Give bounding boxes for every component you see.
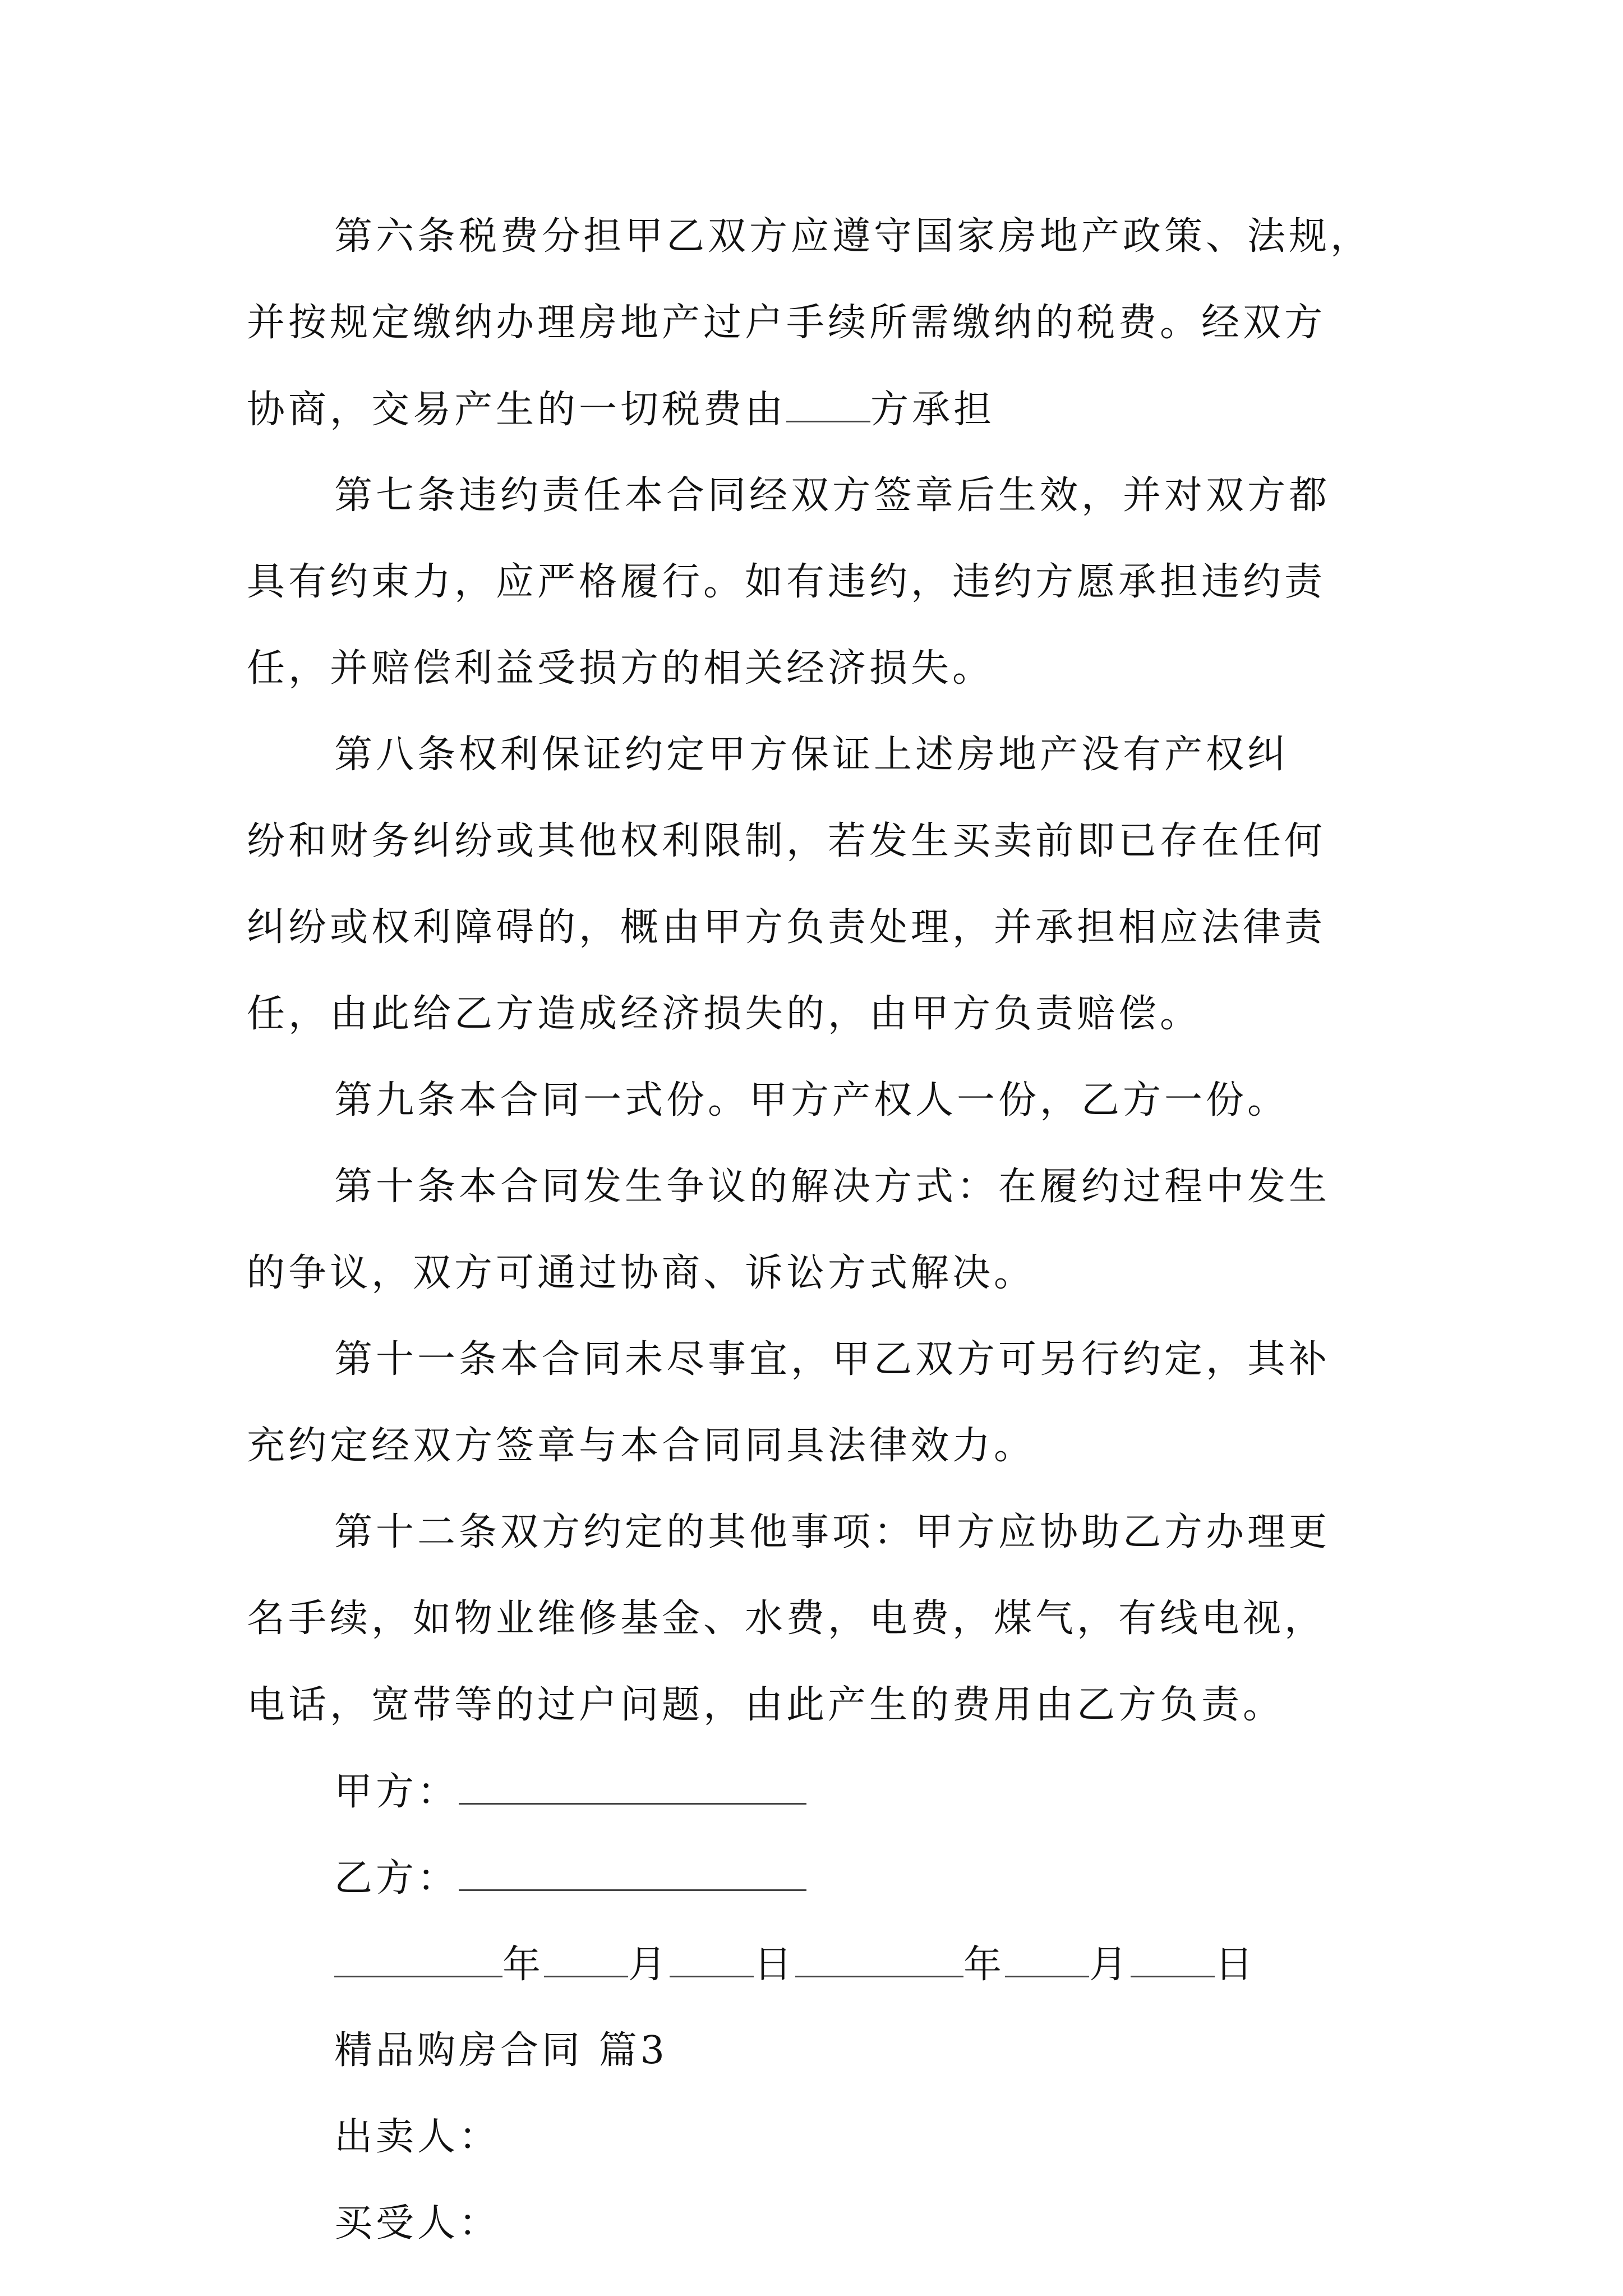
paragraph-line: 协商，交易产生的一切税费由 方承担 <box>247 381 1436 438</box>
paragraph-line: 具有约束力，应严格履行。如有违约，违约方愿承担违约责 <box>247 560 1326 604</box>
paragraph-line: 任，由此给乙方造成经济损失的，由甲方负责赔偿。 <box>247 992 1202 1036</box>
paragraph-line: 纷和财务纠纷或其他权利限制，若发生买卖前即已存在任何 <box>247 819 1326 863</box>
month-label: 月 <box>628 1943 670 1987</box>
day-blank <box>670 1936 754 1977</box>
paragraph-line: 第十一条本合同未尽事宜，甲乙双方可另行约定，其补 <box>334 1337 1331 1382</box>
paragraph-line: 第十条本合同发生争议的解决方式：在履约过程中发生 <box>334 1165 1331 1209</box>
paragraph-line: 第六条税费分担甲乙双方应遵守国家房地产政策、法规， <box>334 214 1372 259</box>
year-label: 年 <box>963 1943 1006 1987</box>
paragraph-line: 第八条权利保证约定甲方保证上述房地产没有产权纠 <box>334 733 1289 777</box>
party-b-line <box>247 1850 1436 1906</box>
section-title: 精品购房合同 篇3 <box>334 2028 668 2073</box>
party-b-label: 乙方： <box>334 1856 459 1901</box>
paragraph-line: 电话，宽带等的过户问题，由此产生的费用由乙方负责。 <box>247 1683 1285 1727</box>
paragraph-line: 的争议，双方可通过协商、诉讼方式解决。 <box>247 1251 1036 1295</box>
party-a-signature-blank <box>459 1764 806 1805</box>
day-blank <box>1131 1936 1215 1977</box>
party-b-signature-blank <box>459 1850 806 1891</box>
paragraph-line: 第十二条双方约定的其他事项：甲方应协助乙方办理更 <box>334 1510 1331 1554</box>
date-line <box>247 1936 1436 1993</box>
month-blank <box>1005 1936 1089 1977</box>
day-label: 日 <box>754 1943 796 1987</box>
paragraph-line: 名手续，如物业维修基金、水费，电费，煤气，有线电视， <box>247 1596 1326 1641</box>
paragraph-line: 第九条本合同一式份。甲方产权人一份，乙方一份。 <box>334 1078 1289 1122</box>
party-a-label: 甲方： <box>334 1770 459 1814</box>
day-label: 日 <box>1215 1943 1257 1987</box>
blank-field <box>786 381 870 422</box>
month-label: 月 <box>1089 1943 1131 1987</box>
month-blank <box>544 1936 628 1977</box>
paragraph-line: 纠纷或权利障碍的，概由甲方负责处理，并承担相应法律责 <box>247 905 1326 950</box>
party-a-line <box>247 1764 1436 1820</box>
paragraph-line: 并按规定缴纳办理房地产过户手续所需缴纳的税费。经双方 <box>247 301 1326 345</box>
paragraph-line: 充约定经双方签章与本合同同具法律效力。 <box>247 1424 1036 1468</box>
year-label: 年 <box>502 1943 545 1987</box>
seller-label: 出卖人： <box>334 2115 501 2159</box>
paragraph-line: 第七条违约责任本合同经双方签章后生效，并对双方都 <box>334 473 1331 518</box>
buyer-label: 买受人： <box>334 2201 501 2246</box>
year-blank <box>334 1936 502 1977</box>
year-blank <box>795 1936 963 1977</box>
paragraph-line: 任，并赔偿利益受损方的相关经济损失。 <box>247 646 994 691</box>
document-body <box>247 209 1436 2282</box>
